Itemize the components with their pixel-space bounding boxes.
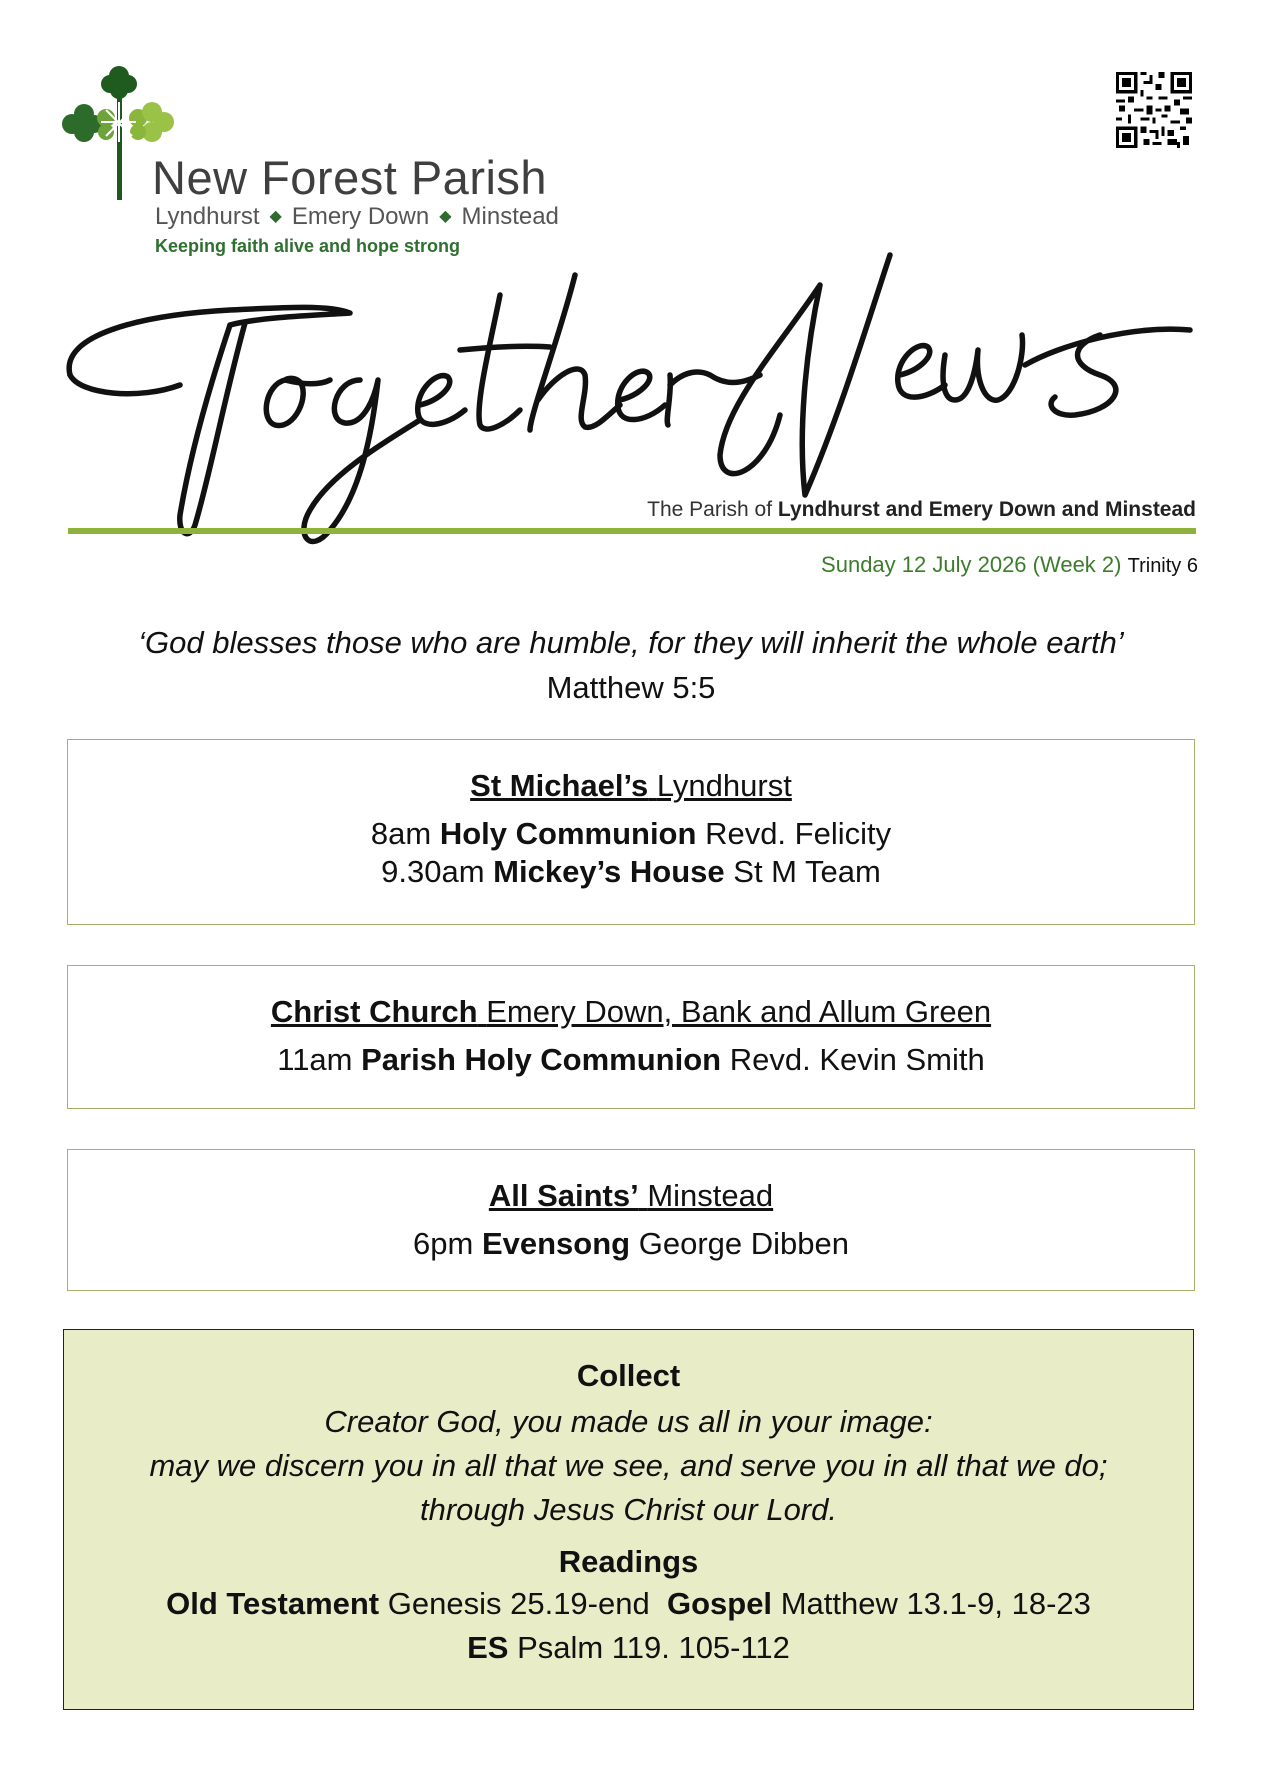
qr-code-icon[interactable]: [1116, 72, 1192, 148]
service-line: [68, 816, 1194, 852]
reading-reference: Psalm 119. 105-112: [517, 1630, 790, 1665]
church-name: St Michael’s: [470, 768, 649, 803]
collect-prayer: [64, 1400, 1193, 1532]
reading-reference: Genesis 25.19-end: [387, 1586, 650, 1621]
collect-heading: Collect: [576, 1358, 681, 1393]
place-lyndhurst: Lyndhurst: [155, 203, 260, 230]
title-subtitle: [647, 498, 1196, 522]
church-heading: [68, 1178, 1194, 1214]
service-type: Parish Holy Communion: [361, 1042, 722, 1077]
service-line: [68, 1226, 1194, 1262]
place-minstead: Minstead: [461, 203, 559, 230]
issue-date: Sunday 12 July 2026 (Week 2): [821, 552, 1122, 577]
service-time: 6pm: [413, 1226, 474, 1261]
service-box-christ-church: [67, 965, 1195, 1109]
church-heading: [68, 768, 1194, 804]
parish-name: New Forest Parish: [152, 151, 548, 204]
service-leader: Revd. Kevin Smith: [729, 1042, 985, 1077]
diamond-separator-icon: ◆: [269, 208, 282, 225]
service-box-st-michaels: [67, 739, 1195, 925]
service-type: Mickey’s House: [493, 854, 725, 889]
collect-prayer-line: through Jesus Christ our Lord.: [420, 1492, 837, 1527]
service-box-all-saints: [67, 1149, 1195, 1291]
liturgical-week: Trinity 6: [1127, 555, 1198, 577]
service-type: Evensong: [481, 1226, 631, 1261]
reading-label: ES: [467, 1630, 509, 1665]
readings-line-1: [64, 1582, 1193, 1626]
church-location: Minstead: [647, 1178, 774, 1213]
church-location: Lyndhurst: [656, 768, 792, 803]
place-emery-down: Emery Down: [291, 203, 430, 230]
church-name: All Saints’: [488, 1178, 639, 1213]
church-location: Emery Down, Bank and Allum Green: [486, 994, 992, 1029]
service-time: 9.30am: [381, 854, 485, 889]
bible-quote: ‘God blesses those who are humble, for they will inherit the whole earth’: [138, 625, 1124, 660]
title-divider: [68, 528, 1196, 534]
service-leader: St M Team: [733, 854, 881, 889]
service-time: 11am: [277, 1042, 353, 1077]
subtitle-parish-names: Lyndhurst and Emery Down and Minstead: [777, 498, 1196, 521]
collect-readings-box: [63, 1329, 1194, 1710]
service-type: Holy Communion: [439, 816, 697, 851]
reading-label: Gospel: [666, 1586, 773, 1621]
service-time: 8am: [370, 816, 432, 851]
parish-tagline: Keeping faith alive and hope strong: [155, 236, 461, 256]
service-leader: Revd. Felicity: [705, 816, 892, 851]
collect-prayer-line: Creator God, you made us all in your image:: [324, 1404, 933, 1439]
service-leader: George Dibben: [638, 1226, 849, 1261]
church-name: Christ Church: [270, 994, 478, 1029]
bible-quote-reference: Matthew 5:5: [546, 670, 716, 705]
diamond-separator-icon: ◆: [439, 208, 452, 225]
date-line: [821, 552, 1198, 578]
readings-line-2: [64, 1626, 1193, 1670]
reading-reference: Matthew 13.1-9, 18-23: [780, 1586, 1091, 1621]
subtitle-prefix: The Parish of: [647, 498, 773, 521]
parish-places: [155, 203, 559, 231]
service-line: [68, 1042, 1194, 1078]
collect-prayer-line: may we discern you in all that we see, and serve you in all that we do;: [149, 1448, 1108, 1483]
reading-label: Old Testament: [166, 1586, 380, 1621]
church-heading: [68, 994, 1194, 1030]
service-line: [68, 854, 1194, 890]
readings-heading: Readings: [558, 1544, 699, 1579]
